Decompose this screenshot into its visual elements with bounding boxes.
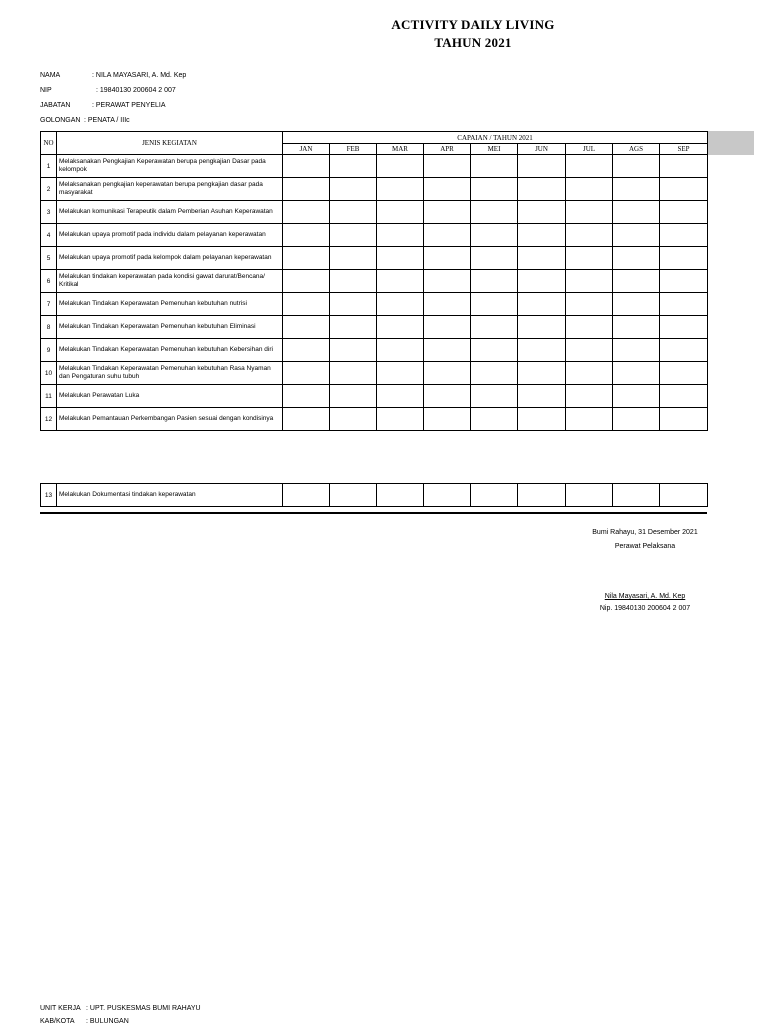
month-cell[interactable] [660,155,708,178]
document-title: ACTIVITY DAILY LIVING [391,17,555,32]
month-cell[interactable] [471,316,518,339]
month-cell[interactable] [660,339,708,362]
month-cell[interactable] [518,270,566,293]
info-label: JABATAN [40,102,71,109]
month-cell[interactable] [330,178,377,201]
month-cell[interactable] [660,316,708,339]
month-cell[interactable] [424,178,471,201]
signature-name: Nila Mayasari, A. Md. Kep [604,593,686,600]
month-cell[interactable] [424,339,471,362]
info-value: : PERAWAT PENYELIA [92,102,166,109]
footer-unit-value: : UPT. PUSKESMAS BUMI RAHAYU [86,1005,201,1012]
month-cell[interactable] [471,224,518,247]
month-cell[interactable] [471,484,518,507]
month-cell[interactable] [613,339,660,362]
month-cell[interactable] [566,484,613,507]
month-cell[interactable] [566,224,613,247]
month-cell[interactable] [424,224,471,247]
footer-city-value: : BULUNGAN [86,1018,129,1025]
row-activity: Melakukan Pemantauan Perkembangan Pasien sesuai dengan kondisinya [57,408,283,431]
month-header: JAN [283,144,330,155]
month-cell[interactable] [283,484,330,507]
info-row-nip [40,86,176,95]
month-cell[interactable] [283,408,330,431]
month-cell[interactable] [613,270,660,293]
month-cell[interactable] [424,408,471,431]
bottom-rule [40,512,707,514]
month-header: MAR [377,144,424,155]
month-cell[interactable] [518,362,566,385]
month-cell[interactable] [330,201,377,224]
month-cell[interactable] [660,224,708,247]
gray-column-header [707,131,754,155]
month-cell[interactable] [283,270,330,293]
table-row [41,385,708,408]
row-activity: Melakukan Perawatan Luka [57,385,283,408]
month-cell[interactable] [283,385,330,408]
month-cell[interactable] [377,155,424,178]
table-row [41,155,708,178]
month-cell[interactable] [660,270,708,293]
month-cell[interactable] [471,408,518,431]
month-cell[interactable] [613,178,660,201]
month-header: JUN [518,144,566,155]
month-cell[interactable] [566,316,613,339]
row-activity: Melakukan Dokumentasi tindakan keperawatan [57,484,283,507]
month-cell[interactable] [330,362,377,385]
month-cell[interactable] [424,293,471,316]
month-cell[interactable] [424,316,471,339]
month-cell[interactable] [566,339,613,362]
month-cell[interactable] [566,293,613,316]
month-cell[interactable] [518,484,566,507]
month-cell[interactable] [518,316,566,339]
header-achievement: CAPAIAN / TAHUN 2021 [283,132,708,144]
month-cell[interactable] [518,224,566,247]
table-row [41,362,708,385]
row-activity: Melakukan Tindakan Keperawatan Pemenuhan kebutuhan Rasa Nyaman dan Pengaturan suhu tubuh [57,362,283,385]
month-cell[interactable] [424,270,471,293]
row-number: 4 [41,224,57,247]
row-number: 11 [41,385,57,408]
month-cell[interactable] [613,385,660,408]
row-number: 9 [41,339,57,362]
info-value: : PENATA / IIIc [84,117,130,124]
row-number: 6 [41,270,57,293]
table-row [41,201,708,224]
month-cell[interactable] [283,155,330,178]
row-number: 2 [41,178,57,201]
table-row [41,316,708,339]
document-year-title: TAHUN 2021 [434,35,512,50]
month-cell[interactable] [424,385,471,408]
month-cell[interactable] [377,178,424,201]
signature-nip: Nip. 19840130 200604 2 007 [599,605,691,612]
header-no: NO [41,132,57,155]
month-header: APR [424,144,471,155]
month-cell[interactable] [330,270,377,293]
month-cell[interactable] [283,224,330,247]
month-cell[interactable] [566,408,613,431]
month-cell[interactable] [330,155,377,178]
documentation-table [40,483,708,507]
info-row-rank [40,116,130,125]
month-cell[interactable] [471,385,518,408]
month-cell[interactable] [660,293,708,316]
info-row-name [40,71,186,80]
table-row [41,339,708,362]
row-number: 7 [41,293,57,316]
month-cell[interactable] [283,178,330,201]
row-activity: Melakukan komunikasi Terapeutik dalam Pemberian Asuhan Keperawatan [57,201,283,224]
month-cell[interactable] [518,339,566,362]
month-cell[interactable] [613,484,660,507]
month-cell[interactable] [283,316,330,339]
month-cell[interactable] [330,247,377,270]
month-cell[interactable] [471,178,518,201]
row-activity: Melakukan Tindakan Keperawatan Pemenuhan kebutuhan Eliminasi [57,316,283,339]
month-header: AGS [613,144,660,155]
month-cell[interactable] [330,316,377,339]
month-cell[interactable] [283,201,330,224]
month-cell[interactable] [330,339,377,362]
table-row [41,484,708,507]
month-cell[interactable] [377,316,424,339]
month-cell[interactable] [613,155,660,178]
footer-unit [40,1005,201,1012]
month-cell[interactable] [518,385,566,408]
month-cell[interactable] [471,362,518,385]
month-cell[interactable] [424,201,471,224]
info-value: : 19840130 200604 2 007 [96,87,176,94]
month-cell[interactable] [330,484,377,507]
row-number: 12 [41,408,57,431]
row-activity: Melakukan upaya promotif pada kelompok dalam pelayanan keperawatan [57,247,283,270]
row-activity: Melaksanakan Pengkajian Keperawatan berupa pengkajian Dasar pada kelompok [57,155,283,178]
month-header: SEP [660,144,708,155]
info-row-position [40,101,166,110]
info-label: GOLONGAN [40,117,81,124]
month-cell[interactable] [660,484,708,507]
month-cell[interactable] [660,201,708,224]
month-cell[interactable] [471,201,518,224]
month-cell[interactable] [566,201,613,224]
table-row [41,224,708,247]
table-row [41,247,708,270]
row-number: 10 [41,362,57,385]
month-cell[interactable] [660,385,708,408]
month-cell[interactable] [613,316,660,339]
month-cell[interactable] [566,270,613,293]
activity-table [40,131,708,431]
month-cell[interactable] [518,201,566,224]
month-header: MEI [471,144,518,155]
month-cell[interactable] [613,293,660,316]
signature-place-date: Bumi Rahayu, 31 Desember 2021 [592,529,698,536]
row-number: 13 [41,484,57,507]
row-number: 1 [41,155,57,178]
month-cell[interactable] [283,339,330,362]
month-cell[interactable] [377,247,424,270]
month-cell[interactable] [471,155,518,178]
month-cell[interactable] [424,362,471,385]
month-cell[interactable] [283,293,330,316]
month-cell[interactable] [613,247,660,270]
month-cell[interactable] [377,385,424,408]
month-cell[interactable] [566,247,613,270]
table-row [41,178,708,201]
month-cell[interactable] [330,408,377,431]
row-activity: Melaksanakan pengkajian keperawatan berupa pengkajian dasar pada masyarakat [57,178,283,201]
month-cell[interactable] [660,247,708,270]
month-cell[interactable] [613,201,660,224]
month-cell[interactable] [377,293,424,316]
month-cell[interactable] [613,224,660,247]
table-row [41,270,708,293]
table-row [41,408,708,431]
month-cell[interactable] [424,247,471,270]
header-activity: JENIS KEGIATAN [57,132,283,155]
month-header: FEB [330,144,377,155]
month-cell[interactable] [424,484,471,507]
month-cell[interactable] [613,362,660,385]
month-cell[interactable] [660,408,708,431]
row-number: 3 [41,201,57,224]
month-cell[interactable] [660,362,708,385]
info-label: NIP [40,87,52,94]
month-cell[interactable] [377,339,424,362]
month-cell[interactable] [377,224,424,247]
month-cell[interactable] [566,362,613,385]
month-cell[interactable] [377,484,424,507]
month-cell[interactable] [660,178,708,201]
month-cell[interactable] [330,385,377,408]
row-activity: Melakukan Tindakan Keperawatan Pemenuhan kebutuhan nutrisi [57,293,283,316]
month-cell[interactable] [566,385,613,408]
month-cell[interactable] [330,293,377,316]
month-cell[interactable] [471,293,518,316]
month-cell[interactable] [377,362,424,385]
footer-city-label: KAB/KOTA [40,1018,75,1025]
month-header: JUL [566,144,613,155]
month-cell[interactable] [283,362,330,385]
month-cell[interactable] [613,408,660,431]
month-cell[interactable] [518,178,566,201]
row-number: 5 [41,247,57,270]
row-activity: Melakukan Tindakan Keperawatan Pemenuhan kebutuhan Kebersihan diri [57,339,283,362]
month-cell[interactable] [471,339,518,362]
month-cell[interactable] [518,293,566,316]
month-cell[interactable] [377,408,424,431]
month-cell[interactable] [518,408,566,431]
month-cell[interactable] [518,155,566,178]
month-cell[interactable] [471,270,518,293]
info-label: NAMA [40,72,61,79]
month-cell[interactable] [377,201,424,224]
row-activity: Melakukan upaya promotif pada individu dalam pelayanan keperawatan [57,224,283,247]
month-cell[interactable] [377,270,424,293]
month-cell[interactable] [566,178,613,201]
signature-role: Perawat Pelaksana [614,543,676,550]
month-cell[interactable] [330,224,377,247]
month-cell[interactable] [424,155,471,178]
row-activity: Melakukan tindakan keperawatan pada kondisi gawat darurat/Bencana/ Kritikal [57,270,283,293]
month-cell[interactable] [471,247,518,270]
month-cell[interactable] [518,247,566,270]
month-cell[interactable] [283,247,330,270]
table-row [41,293,708,316]
month-cell[interactable] [566,155,613,178]
footer-unit-label: UNIT KERJA [40,1005,81,1012]
row-number: 8 [41,316,57,339]
info-value: : NILA MAYASARI, A. Md. Kep [92,72,187,79]
